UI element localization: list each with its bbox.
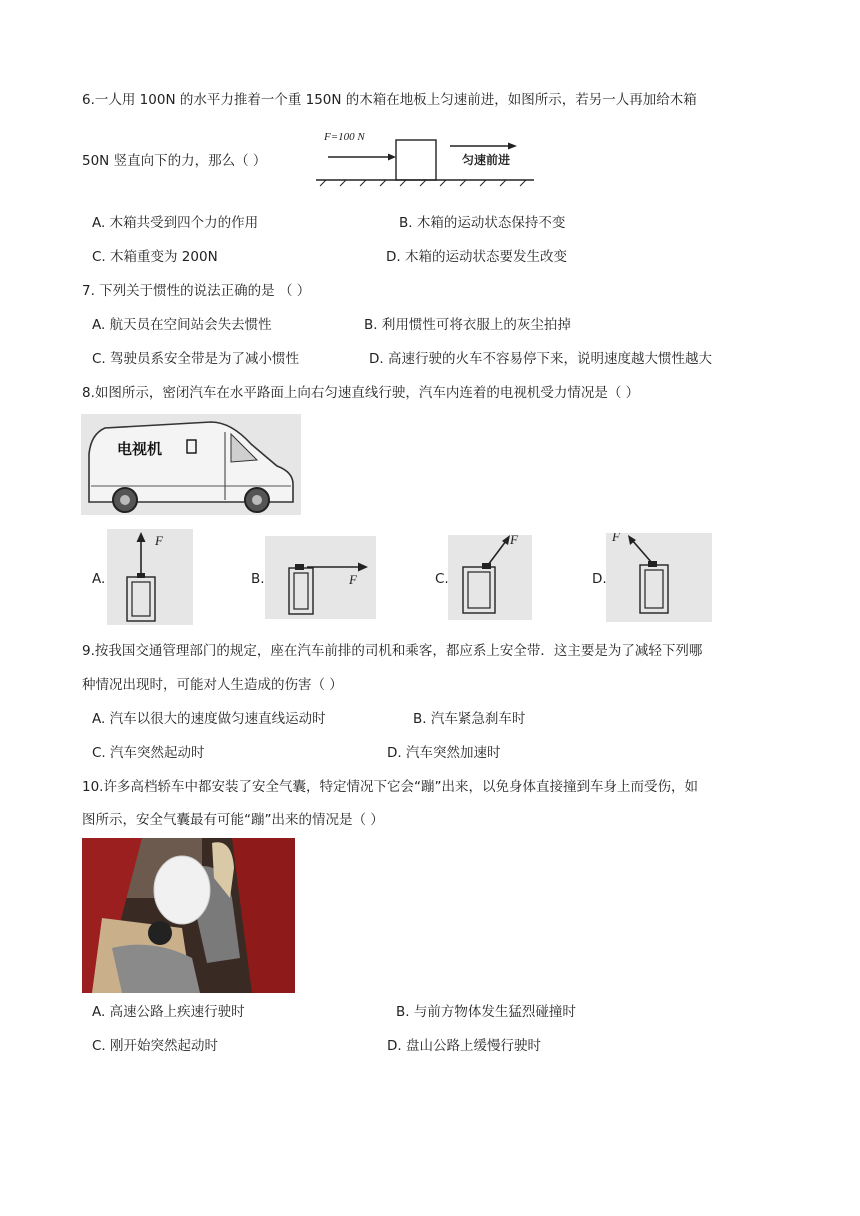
- q8-option-a-figure: [107, 529, 193, 625]
- q8-option-b-force: F: [349, 572, 357, 587]
- q8-option-c-force: F: [510, 535, 518, 547]
- q6-force-label: F=100 N: [324, 131, 365, 143]
- q10-option-b: B. 与前方物体发生猛烈碰撞时: [396, 1004, 576, 1020]
- q8-option-b-figure: [265, 536, 376, 619]
- q8-option-b-label: B.: [251, 571, 265, 587]
- q8-stem: 8.如图所示，密闭汽车在水平路面上向右匀速直线行驶，汽车内连着的电视机受力情况是（ ）: [82, 385, 640, 401]
- q6-option-a: A. 木箱共受到四个力的作用: [92, 215, 259, 231]
- q6-option-d: D. 木箱的运动状态要发生改变: [386, 249, 567, 265]
- q6-stem-line2: 50N 竖直向下的力，那么（ ）: [82, 153, 267, 169]
- q8-option-d-label: D.: [592, 571, 607, 587]
- q9-option-d: D. 汽车突然加速时: [387, 745, 501, 761]
- q10-stem-line1: 10.许多高档轿车中都安装了安全气囊，特定情况下它会“蹦”出来，以免身体直接撞到车身上而受伤，如: [82, 779, 698, 795]
- q10-stem-line2: 图所示，安全气囊最有可能“蹦”出来的情况是（ ）: [82, 812, 384, 828]
- q6-option-b: B. 木箱的运动状态保持不变: [399, 215, 566, 231]
- q8-option-d-figure: [606, 533, 712, 622]
- q9-option-a: A. 汽车以很大的速度做匀速直线运动时: [92, 711, 326, 727]
- q6-motion-label: 匀速前进: [462, 153, 511, 167]
- q6-option-c: C. 木箱重变为 200N: [92, 249, 218, 265]
- q7-option-d: D. 高速行驶的火车不容易停下来，说明速度越大惯性越大: [369, 351, 712, 367]
- q8-van-image: [81, 414, 301, 515]
- q8-option-c-label: C.: [435, 571, 449, 587]
- q9-option-b: B. 汽车紧急刹车时: [413, 711, 526, 727]
- q7-option-c: C. 驾驶员系安全带是为了减小惯性: [92, 351, 300, 367]
- q6-stem-line1: 6.一人用 100N 的水平力推着一个重 150N 的木箱在地板上匀速前进，如图所示，若另一人再加给木箱: [82, 92, 697, 108]
- q8-tv-label: 电视机: [117, 440, 163, 458]
- q10-airbag-photo: [82, 838, 295, 993]
- q10-option-c: C. 刚开始突然起动时: [92, 1038, 219, 1054]
- q10-option-a: A. 高速公路上疾速行驶时: [92, 1004, 245, 1020]
- q7-option-b: B. 利用惯性可将衣服上的灰尘拍掉: [364, 317, 571, 333]
- q9-option-c: C. 汽车突然起动时: [92, 745, 205, 761]
- q8-option-a-force: F: [155, 533, 163, 548]
- q9-stem-line1: 9.按我国交通管理部门的规定，座在汽车前排的司机和乘客，都应系上安全带．这主要是为了减轻下列哪: [82, 643, 703, 659]
- q8-option-a-label: A.: [92, 571, 106, 587]
- q6-box-figure: [312, 126, 538, 188]
- q7-option-a: A. 航天员在空间站会失去惯性: [92, 317, 272, 333]
- q8-option-c-figure: [448, 535, 532, 620]
- q10-airbag: [154, 856, 210, 924]
- q8-option-d-force: F: [612, 533, 620, 544]
- q10-option-d: D. 盘山公路上缓慢行驶时: [387, 1038, 541, 1054]
- q6-wooden-box: [396, 140, 436, 180]
- q7-stem: 7. 下列关于惯性的说法正确的是 （ ）: [82, 283, 311, 299]
- q9-stem-line2: 种情况出现时，可能对人生造成的伤害（ ）: [82, 677, 343, 693]
